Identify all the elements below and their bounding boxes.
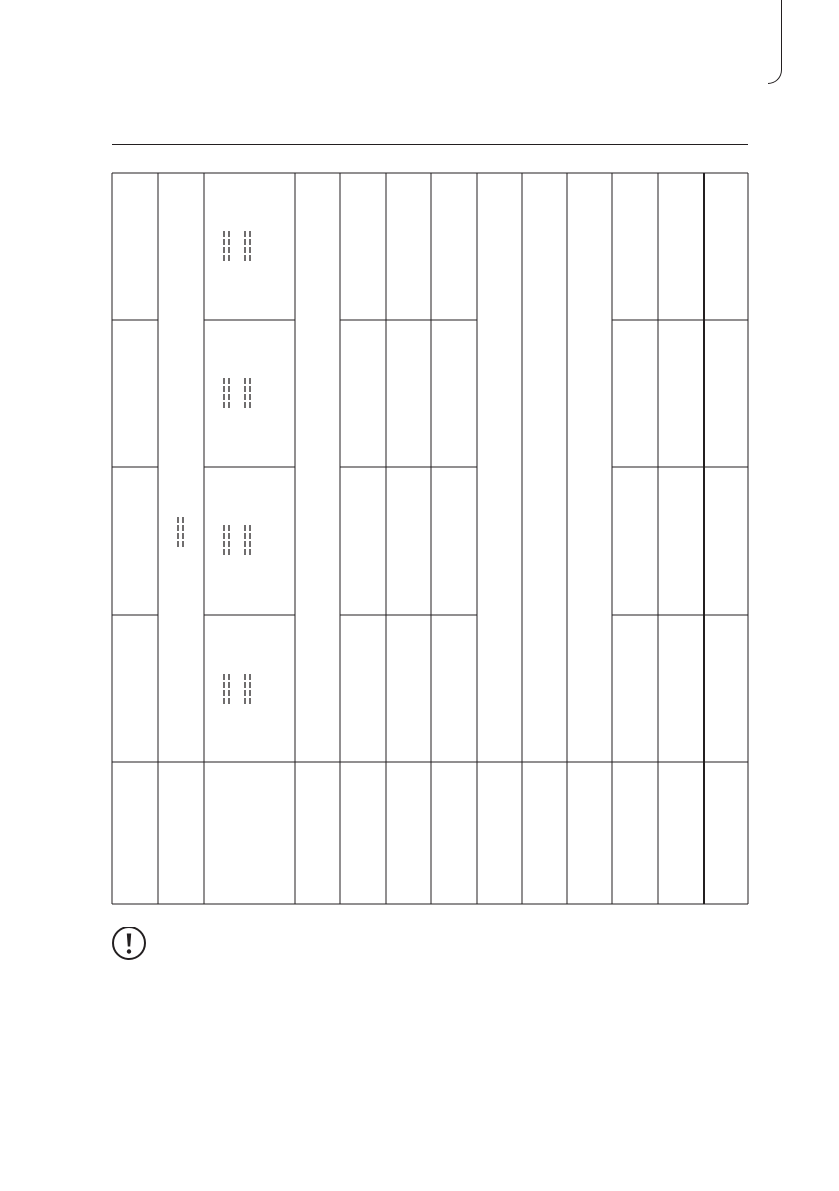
exclamation-circle-icon (112, 927, 148, 963)
table-cell-glyphs (178, 231, 250, 706)
table-grid (112, 173, 748, 904)
note-block (112, 927, 748, 961)
